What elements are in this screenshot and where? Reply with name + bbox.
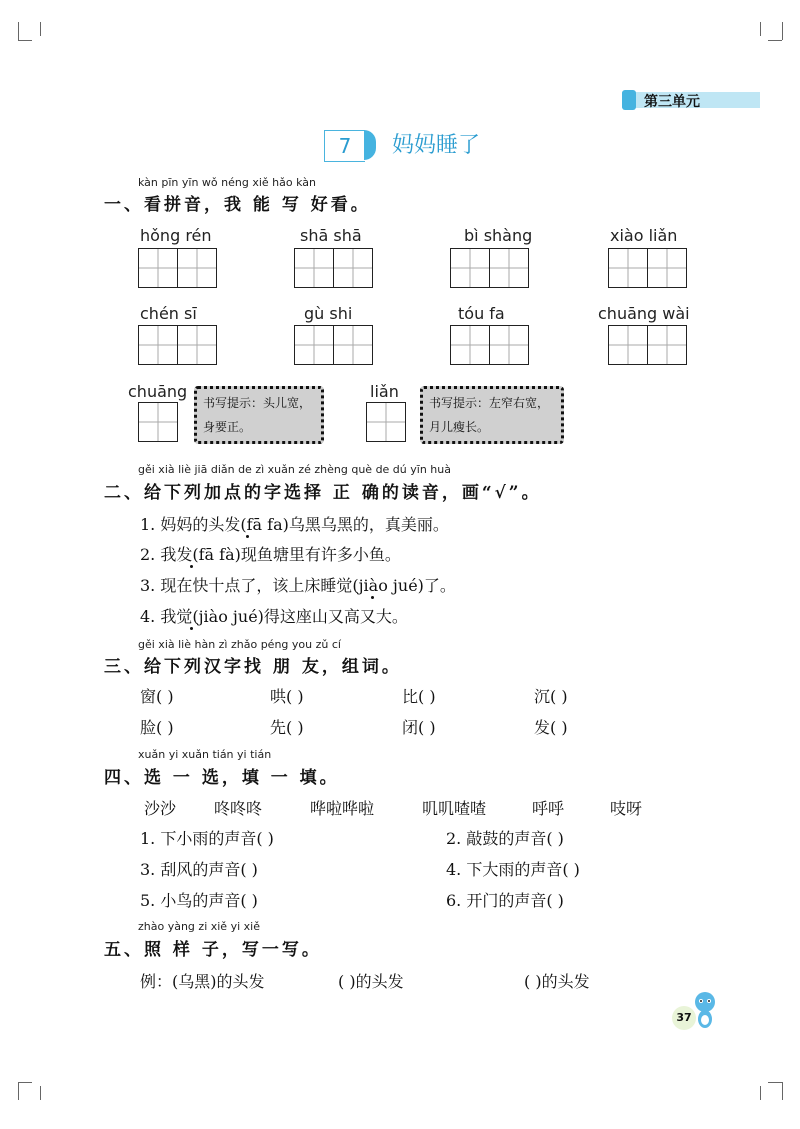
word-pinyin: chén sī bbox=[140, 304, 197, 323]
hint-text: 书写提示：头儿宽， bbox=[203, 396, 312, 410]
section2-heading-pinyin: gěi xià liè jiā diǎn de zì xuǎn zé zhèng què de dú yīn huà bbox=[138, 463, 451, 476]
crop-mark bbox=[768, 1082, 782, 1083]
word-blank[interactable]: 脸( ) bbox=[140, 718, 174, 737]
section1-heading-pinyin: kàn pīn yīn wǒ néng xiě hǎo kàn bbox=[138, 176, 316, 189]
question-item: 2. 我发(fā fà)现鱼塘里有许多小鱼。 bbox=[140, 545, 401, 564]
word-blank[interactable]: 哄( ) bbox=[270, 687, 304, 706]
mascot-icon bbox=[692, 990, 718, 1030]
word-blank[interactable]: 发( ) bbox=[534, 718, 568, 737]
crop-mark bbox=[782, 22, 783, 40]
word-blank[interactable]: 沉( ) bbox=[534, 687, 568, 706]
crop-mark bbox=[40, 1086, 41, 1100]
writing-grid[interactable] bbox=[608, 248, 685, 288]
emphasis-dot bbox=[371, 596, 374, 599]
option-word: 叽叽喳喳 bbox=[422, 799, 487, 818]
hint-text: 身要正。 bbox=[203, 420, 252, 434]
writing-hint-box bbox=[420, 386, 564, 444]
emphasis-dot bbox=[246, 535, 249, 538]
crop-mark bbox=[18, 40, 32, 41]
word-blank[interactable]: 比( ) bbox=[402, 687, 436, 706]
section4-heading-pinyin: xuǎn yi xuǎn tián yi tián bbox=[138, 748, 272, 761]
word-blank[interactable]: 先( ) bbox=[270, 718, 304, 737]
section5-heading: 五、照 样 子，写一写。 bbox=[104, 940, 322, 960]
writing-grid[interactable] bbox=[294, 248, 371, 288]
option-word: 咚咚咚 bbox=[214, 799, 263, 818]
lesson-title: 妈妈睡了 bbox=[392, 133, 481, 158]
word-pinyin: chuāng bbox=[128, 382, 188, 401]
lesson-number-cap bbox=[364, 130, 376, 160]
crop-mark bbox=[782, 1082, 783, 1100]
section1-heading: 一、看拼音，我 能 写 好看。 bbox=[104, 195, 371, 215]
crop-mark bbox=[18, 22, 19, 40]
word-pinyin: chuāng wài bbox=[598, 304, 690, 323]
question-item: 1. 妈妈的头发(fā fa)乌黑乌黑的，真美丽。 bbox=[140, 515, 449, 534]
writing-hint-box bbox=[194, 386, 324, 444]
emphasis-dot bbox=[190, 565, 193, 568]
word-pinyin: bì shàng bbox=[464, 226, 533, 245]
crop-mark bbox=[768, 40, 782, 41]
hint-text: 月儿瘦长。 bbox=[429, 420, 490, 434]
section2-heading: 二、给下列加点的字选择 正 确的读音，画“√”。 bbox=[104, 483, 542, 503]
question-item: 4. 我觉(jiào jué)得这座山又高又大。 bbox=[140, 607, 408, 626]
writing-grid[interactable] bbox=[608, 325, 685, 365]
writing-grid[interactable] bbox=[138, 402, 177, 442]
word-pinyin: tóu fa bbox=[458, 304, 505, 323]
writing-grid[interactable] bbox=[450, 325, 527, 365]
section5-heading-pinyin: zhào yàng zi xiě yi xiě bbox=[138, 920, 260, 933]
page-number: 37 bbox=[672, 1006, 696, 1030]
section3-heading: 三、给下列汉字找 朋 友，组词。 bbox=[104, 657, 402, 677]
word-blank[interactable]: 闭( ) bbox=[402, 718, 436, 737]
lesson-number: 7 bbox=[324, 130, 365, 162]
writing-grid[interactable] bbox=[294, 325, 371, 365]
fill-item[interactable]: 2. 敲鼓的声音( ) bbox=[446, 829, 564, 848]
question-item: 3. 现在快十点了，该上床睡觉(jiào jué)了。 bbox=[140, 576, 456, 595]
word-pinyin: liǎn bbox=[370, 382, 399, 401]
option-word: 呼呼 bbox=[532, 799, 565, 818]
writing-grid[interactable] bbox=[450, 248, 527, 288]
crop-mark bbox=[18, 1082, 32, 1083]
crop-mark bbox=[760, 22, 761, 36]
option-word: 吱呀 bbox=[610, 799, 643, 818]
crop-mark bbox=[18, 1082, 19, 1100]
fill-item[interactable]: 3. 刮风的声音( ) bbox=[140, 860, 258, 879]
unit-label: 第三单元 bbox=[644, 94, 700, 110]
crop-mark bbox=[760, 1086, 761, 1100]
fill-item[interactable]: 6. 开门的声音( ) bbox=[446, 891, 564, 910]
option-word: 哗啦哗啦 bbox=[310, 799, 375, 818]
word-pinyin: hǒng rén bbox=[140, 226, 212, 245]
writing-grid[interactable] bbox=[366, 402, 405, 442]
fill-item[interactable]: 4. 下大雨的声音( ) bbox=[446, 860, 580, 879]
fill-item[interactable]: 1. 下小雨的声音( ) bbox=[140, 829, 274, 848]
word-blank[interactable]: 窗( ) bbox=[140, 687, 174, 706]
option-word: 沙沙 bbox=[144, 799, 177, 818]
word-pinyin: gù shi bbox=[304, 304, 353, 323]
word-pinyin: shā shā bbox=[300, 226, 362, 245]
unit-header-tab bbox=[622, 90, 636, 110]
section3-heading-pinyin: gěi xià liè hàn zì zhǎo péng you zǔ cí bbox=[138, 638, 341, 651]
section4-heading: 四、选 一 选，填 一 填。 bbox=[104, 768, 340, 788]
writing-grid[interactable] bbox=[138, 325, 215, 365]
fill-item[interactable]: 5. 小鸟的声音( ) bbox=[140, 891, 258, 910]
emphasis-dot bbox=[190, 627, 193, 630]
fill-item[interactable]: ( )的头发 bbox=[524, 972, 590, 991]
crop-mark bbox=[40, 22, 41, 36]
fill-item[interactable]: ( )的头发 bbox=[338, 972, 404, 991]
writing-grid[interactable] bbox=[138, 248, 215, 288]
word-pinyin: xiào liǎn bbox=[610, 226, 678, 245]
example-text: 例：(乌黑)的头发 bbox=[140, 972, 265, 991]
hint-text: 书写提示：左窄右宽， bbox=[429, 396, 550, 410]
